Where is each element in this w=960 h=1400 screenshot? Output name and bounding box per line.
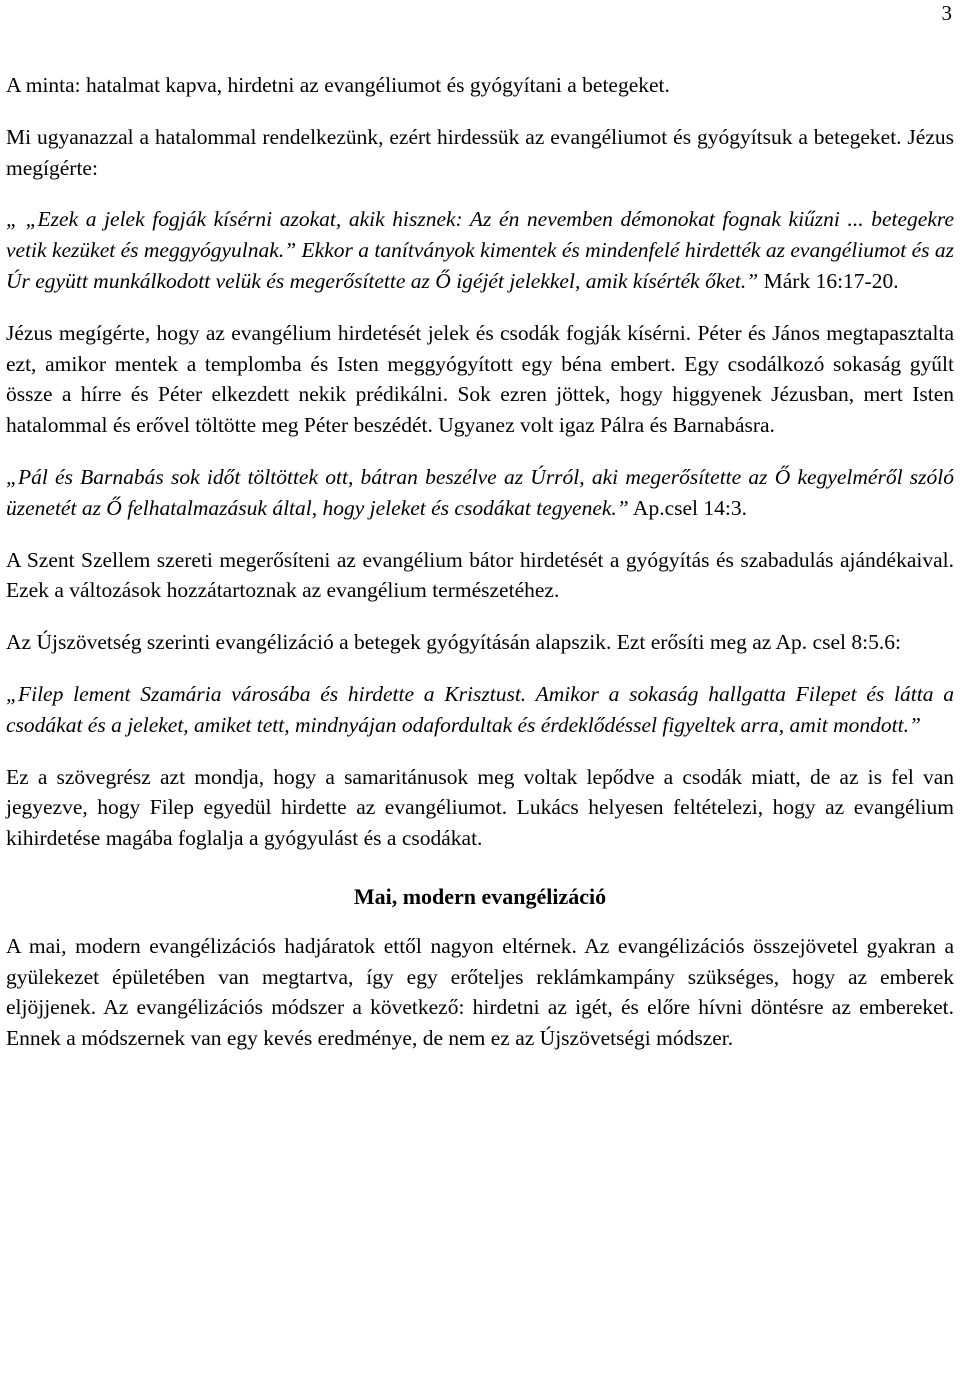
section-heading: Mai, modern evangélizáció <box>353 883 607 909</box>
paragraph-new-testament: Az Újszövetség szerinti evangélizáció a betegek gyógyításán alapszik. Ezt erősíti meg az Ap. csel 8:5.6: <box>6 630 901 655</box>
paragraph-modern-evangelism: A mai, modern evangélizációs hadjáratok ettől nagyon eltérnek. Az evangélizációs összejövetel gyakran a gyülekezet épületében van megtartva, így egy erőteljes reklámkampány szükséges, hogy az emberek eljöjjenek. Az evangélizációs módszer a következő: hirdetni az igét, és előre hívni döntésre az embereket. Ennek a módszernek van egy kevés eredménye, de nem ez az Újszövetségi módszer. <box>6 933 954 1051</box>
page-number: 3 <box>941 1 952 25</box>
quote-mark-16-reference: Márk 16:17-20. <box>758 268 899 293</box>
document-body <box>6 70 954 1075</box>
quote-acts-8: „Filep lement Szamária városába és hirdette a Krisztust. Amikor a sokaság hallgatta Filepet és látta a csodákat és a jeleket, amiket tett, mindnyájan odafordultak és érdeklődéssel figyeltek arra, amit mondott.” <box>6 681 954 737</box>
quote-mark-16 <box>6 204 954 296</box>
paragraph-samaritans: Ez a szövegrész azt mondja, hogy a samaritánusok meg voltak lepődve a csodák miatt, de az is fel van jegyezve, hogy Filep egyedül hirdette az evangéliumot. Lukács helyesen feltételezi, hogy az evangélium kihirdetése magába foglalja a gyógyulást és a csodákat. <box>6 764 954 851</box>
quote-mark-16-text: „ „Ezek a jelek fogják kísérni azokat, akik hisznek: Az én nevemben démonokat fognak kiűzni ... betegekre vetik kezüket és meggyógyulnak.” Ekkor a tanítványok kimentek és mindenfelé hirdették az evangéliumot és az Úr együtt munkálkodott velük és megerősítette az Ő igéjét jelekkel, amik kísérték őket.” <box>6 207 954 293</box>
paragraph-pattern: A minta: hatalmat kapva, hirdetni az evangéliumot és gyógyítani a betegeket. <box>6 73 670 97</box>
quote-acts-14-text: „Pál és Barnabás sok időt töltöttek ott, bátran beszélve az Úrról, aki megerősítette az Ő kegyelméről szóló üzenetét az Ő felhatalmazásuk által, hogy jeleket és csodákat tegyenek.” <box>6 464 954 520</box>
paragraph-signs-promise: Jézus megígérte, hogy az evangélium hirdetését jelek és csodák fogják kísérni. Péter és János megtapasztalta ezt, amikor mentek a templomba és Isten meggyógyított egy béna embert. Egy csodálkozó sokaság gyűlt össze a hírre és Péter elkezdett nekik prédikálni. Sok ezren jöttek, hogy higgyenek Jézusban, mert Isten hatalommal és erővel töltötte meg Péter beszédét. Ugyanez volt igaz Pálra és Barnabásra. <box>6 320 954 438</box>
quote-acts-14-reference: Ap.csel 14:3. <box>628 495 747 520</box>
quote-acts-14 <box>6 462 954 524</box>
paragraph-same-authority: Mi ugyanazzal a hatalommal rendelkezünk, ezért hirdessük az evangéliumot és gyógyítsuk a betegeket. Jézus megígérte: <box>6 124 954 180</box>
paragraph-holy-spirit: A Szent Szellem szereti megerősíteni az evangélium bátor hirdetését a gyógyítás és szabadulás ajándékaival. Ezek a változások hozzátartoznak az evangélium természetéhez. <box>6 547 954 603</box>
